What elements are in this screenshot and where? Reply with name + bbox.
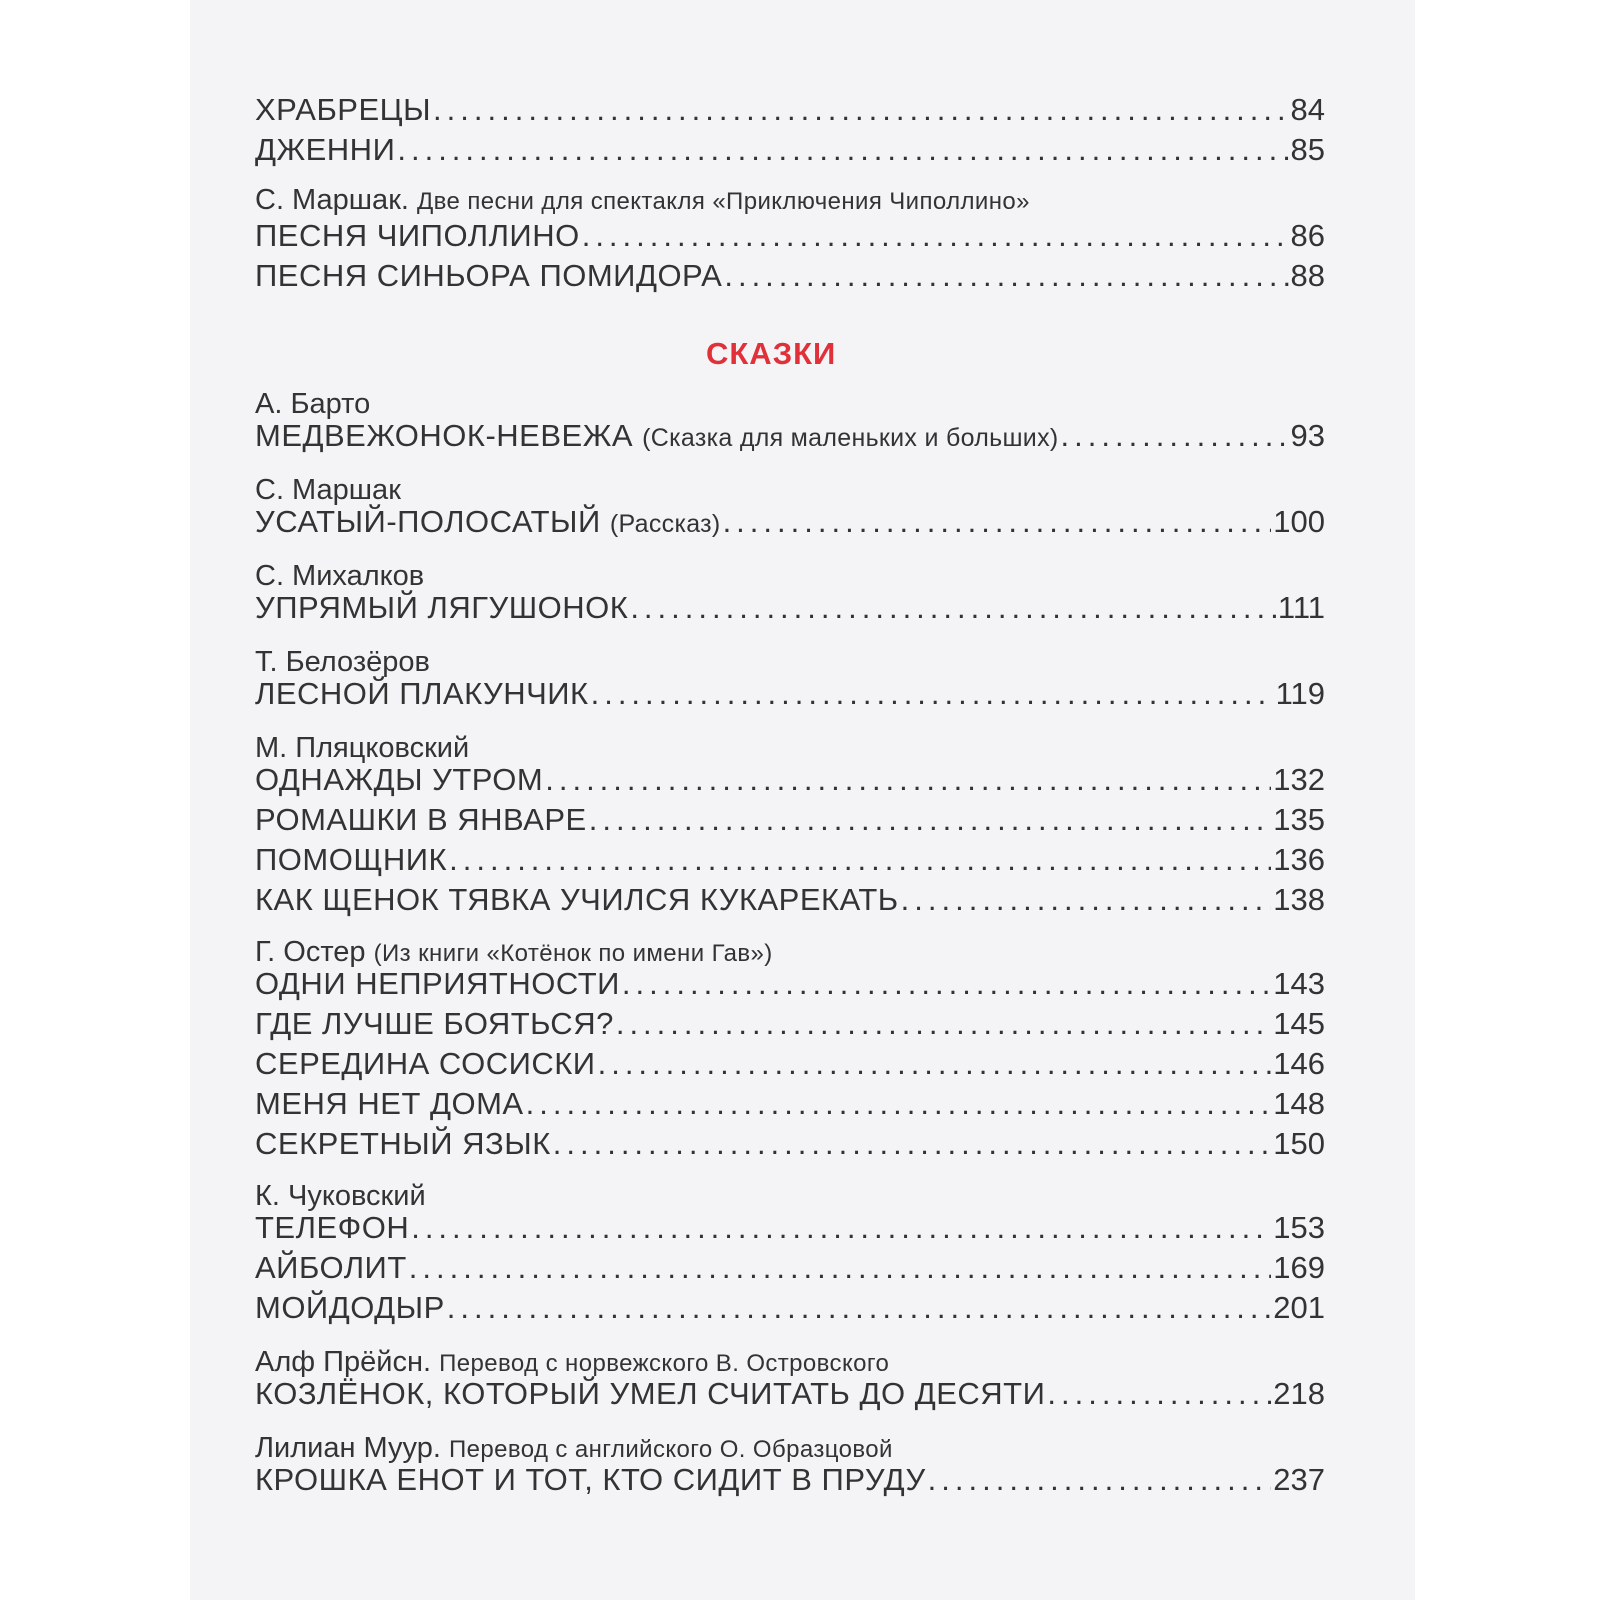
entry-title: ТЕЛЕФОН (255, 1210, 410, 1245)
toc-entry[interactable] (255, 802, 1325, 838)
page-number: 150 (1273, 1126, 1325, 1161)
entry-title: ПЕСНЯ СИНЬОРА ПОМИДОРА (255, 258, 723, 293)
entry-title: КРОШКА ЕНОТ И ТОТ, КТО СИДИТ В ПРУДУ (255, 1462, 926, 1497)
section-title: СКАЗКИ (706, 336, 837, 371)
leader-dots (589, 802, 1272, 838)
leader-dots (411, 1210, 1271, 1246)
leader-dots (723, 504, 1272, 540)
page-number: 111 (1277, 590, 1325, 625)
entry-title: МЕНЯ НЕТ ДОМА (255, 1086, 524, 1121)
entry-title: ОДНАЖДЫ УТРОМ (255, 762, 544, 797)
toc-entry[interactable] (255, 762, 1325, 798)
entry-title: УПРЯМЫЙ ЛЯГУШОНОК (255, 590, 629, 625)
toc-entry[interactable] (255, 842, 1325, 878)
page-number: 148 (1273, 1086, 1325, 1121)
leader-dots (591, 676, 1274, 712)
author-note: Перевод с английского О. Образцовой (448, 1436, 893, 1463)
leader-dots (630, 590, 1276, 626)
toc-entry[interactable] (255, 1126, 1325, 1162)
page-number: 237 (1273, 1462, 1325, 1497)
page-number: 145 (1273, 1006, 1325, 1041)
leader-dots (553, 1126, 1272, 1162)
page-number: 88 (1290, 258, 1325, 293)
author-line (255, 732, 469, 765)
page-number: 153 (1273, 1210, 1325, 1245)
author-name: С. Михалков (255, 560, 425, 592)
toc-entry[interactable] (255, 418, 1325, 454)
author-line (255, 560, 424, 593)
leader-dots (409, 1250, 1271, 1286)
entry-title: ГДЕ ЛУЧШЕ БОЯТЬСЯ? (255, 1006, 614, 1041)
leader-dots (449, 842, 1271, 878)
leader-dots (901, 882, 1272, 918)
toc-entry[interactable] (255, 1462, 1325, 1498)
page-number: 86 (1290, 218, 1325, 253)
author-name: Алф Прёйсн. (255, 1346, 432, 1378)
leader-dots (397, 132, 1288, 168)
author-name: Лилиан Муур. (255, 1432, 441, 1464)
author-line (255, 388, 370, 421)
page-number: 100 (1273, 504, 1325, 539)
toc-entry[interactable] (255, 504, 1325, 540)
entry-title: СЕКРЕТНЫЙ ЯЗЫК (255, 1126, 551, 1161)
toc-entry[interactable] (255, 882, 1325, 918)
entry-title: ПОМОЩНИК (255, 842, 448, 877)
toc-entry[interactable] (255, 1250, 1325, 1286)
author-name: С. Маршак (255, 474, 401, 506)
entry-title: АЙБОЛИТ (255, 1250, 407, 1285)
leader-dots (928, 1462, 1272, 1498)
toc-entry[interactable] (255, 132, 1325, 168)
entry-title: РОМАШКИ В ЯНВАРЕ (255, 802, 587, 837)
page-number: 146 (1273, 1046, 1325, 1081)
page-number: 135 (1273, 802, 1325, 837)
leader-dots (526, 1086, 1272, 1122)
author-name: М. Пляцковский (255, 732, 470, 764)
page-number: 136 (1273, 842, 1325, 877)
entry-title: УСАТЫЙ-ПОЛОСАТЫЙ (Рассказ) (255, 504, 721, 539)
toc-entry[interactable] (255, 1210, 1325, 1246)
author-note: Перевод с норвежского В. Островского (439, 1350, 890, 1377)
author-name: А. Барто (255, 388, 371, 420)
entry-subtitle: (Сказка для маленьких и больших) (642, 424, 1059, 452)
author-line (255, 646, 430, 679)
toc-entry[interactable] (255, 1086, 1325, 1122)
toc-entry[interactable] (255, 1290, 1325, 1326)
page-number: 93 (1290, 418, 1325, 453)
toc-entry[interactable] (255, 218, 1325, 254)
page-number: 201 (1273, 1290, 1325, 1325)
leader-dots (1047, 1376, 1271, 1412)
page-number: 138 (1273, 882, 1325, 917)
leader-dots (545, 762, 1271, 798)
entry-title: ОДНИ НЕПРИЯТНОСТИ (255, 966, 620, 1001)
page-number: 218 (1273, 1376, 1325, 1411)
page-number: 84 (1290, 92, 1325, 127)
author-line (255, 1180, 426, 1213)
toc-entry[interactable] (255, 1376, 1325, 1412)
leader-dots (433, 92, 1288, 128)
toc-entry[interactable] (255, 590, 1325, 626)
leader-dots (447, 1290, 1272, 1326)
author-line (255, 184, 1030, 217)
entry-title: МОЙДОДЫР (255, 1290, 445, 1325)
entry-subtitle: (Рассказ) (609, 510, 721, 538)
toc-entry[interactable] (255, 676, 1325, 712)
page-number: 132 (1273, 762, 1325, 797)
leader-dots (724, 258, 1288, 294)
author-name: Т. Белозёров (255, 646, 430, 678)
leader-dots (598, 1046, 1272, 1082)
toc-entry[interactable] (255, 92, 1325, 128)
toc-entry[interactable] (255, 258, 1325, 294)
entry-title: ЛЕСНОЙ ПЛАКУНЧИК (255, 676, 589, 711)
author-name: С. Маршак. (255, 184, 409, 216)
page-number: 119 (1275, 676, 1325, 711)
entry-title: КАК ЩЕНОК ТЯВКА УЧИЛСЯ КУКАРЕКАТЬ (255, 882, 899, 917)
author-line (255, 1432, 893, 1465)
toc-entry[interactable] (255, 966, 1325, 1002)
entry-title: ХРАБРЕЦЫ (255, 92, 432, 127)
entry-title: КОЗЛЁНОК, КОТОРЫЙ УМЕЛ СЧИТАТЬ ДО ДЕСЯТИ (255, 1376, 1046, 1411)
page-number: 169 (1273, 1250, 1325, 1285)
toc-entry[interactable] (255, 1006, 1325, 1042)
entry-title: ПЕСНЯ ЧИПОЛЛИНО (255, 218, 580, 253)
author-note: Две песни для спектакля «Приключения Чиполлино» (417, 188, 1030, 215)
author-line (255, 1346, 889, 1379)
entry-title: МЕДВЕЖОНОК-НЕВЕЖА (Сказка для маленьких и больших) (255, 418, 1059, 453)
entry-title: ДЖЕННИ (255, 132, 396, 167)
leader-dots (582, 218, 1289, 254)
author-name: К. Чуковский (255, 1180, 426, 1212)
author-note: (Из книги «Котёнок по имени Гав») (373, 940, 773, 967)
author-line (255, 936, 773, 969)
leader-dots (622, 966, 1271, 1002)
author-line (255, 474, 401, 507)
page-number: 143 (1273, 966, 1325, 1001)
page-number: 85 (1290, 132, 1325, 167)
author-name: Г. Остер (255, 936, 366, 968)
leader-dots (616, 1006, 1271, 1042)
leader-dots (1061, 418, 1289, 454)
toc-entry[interactable] (255, 1046, 1325, 1082)
entry-title: СЕРЕДИНА СОСИСКИ (255, 1046, 596, 1081)
